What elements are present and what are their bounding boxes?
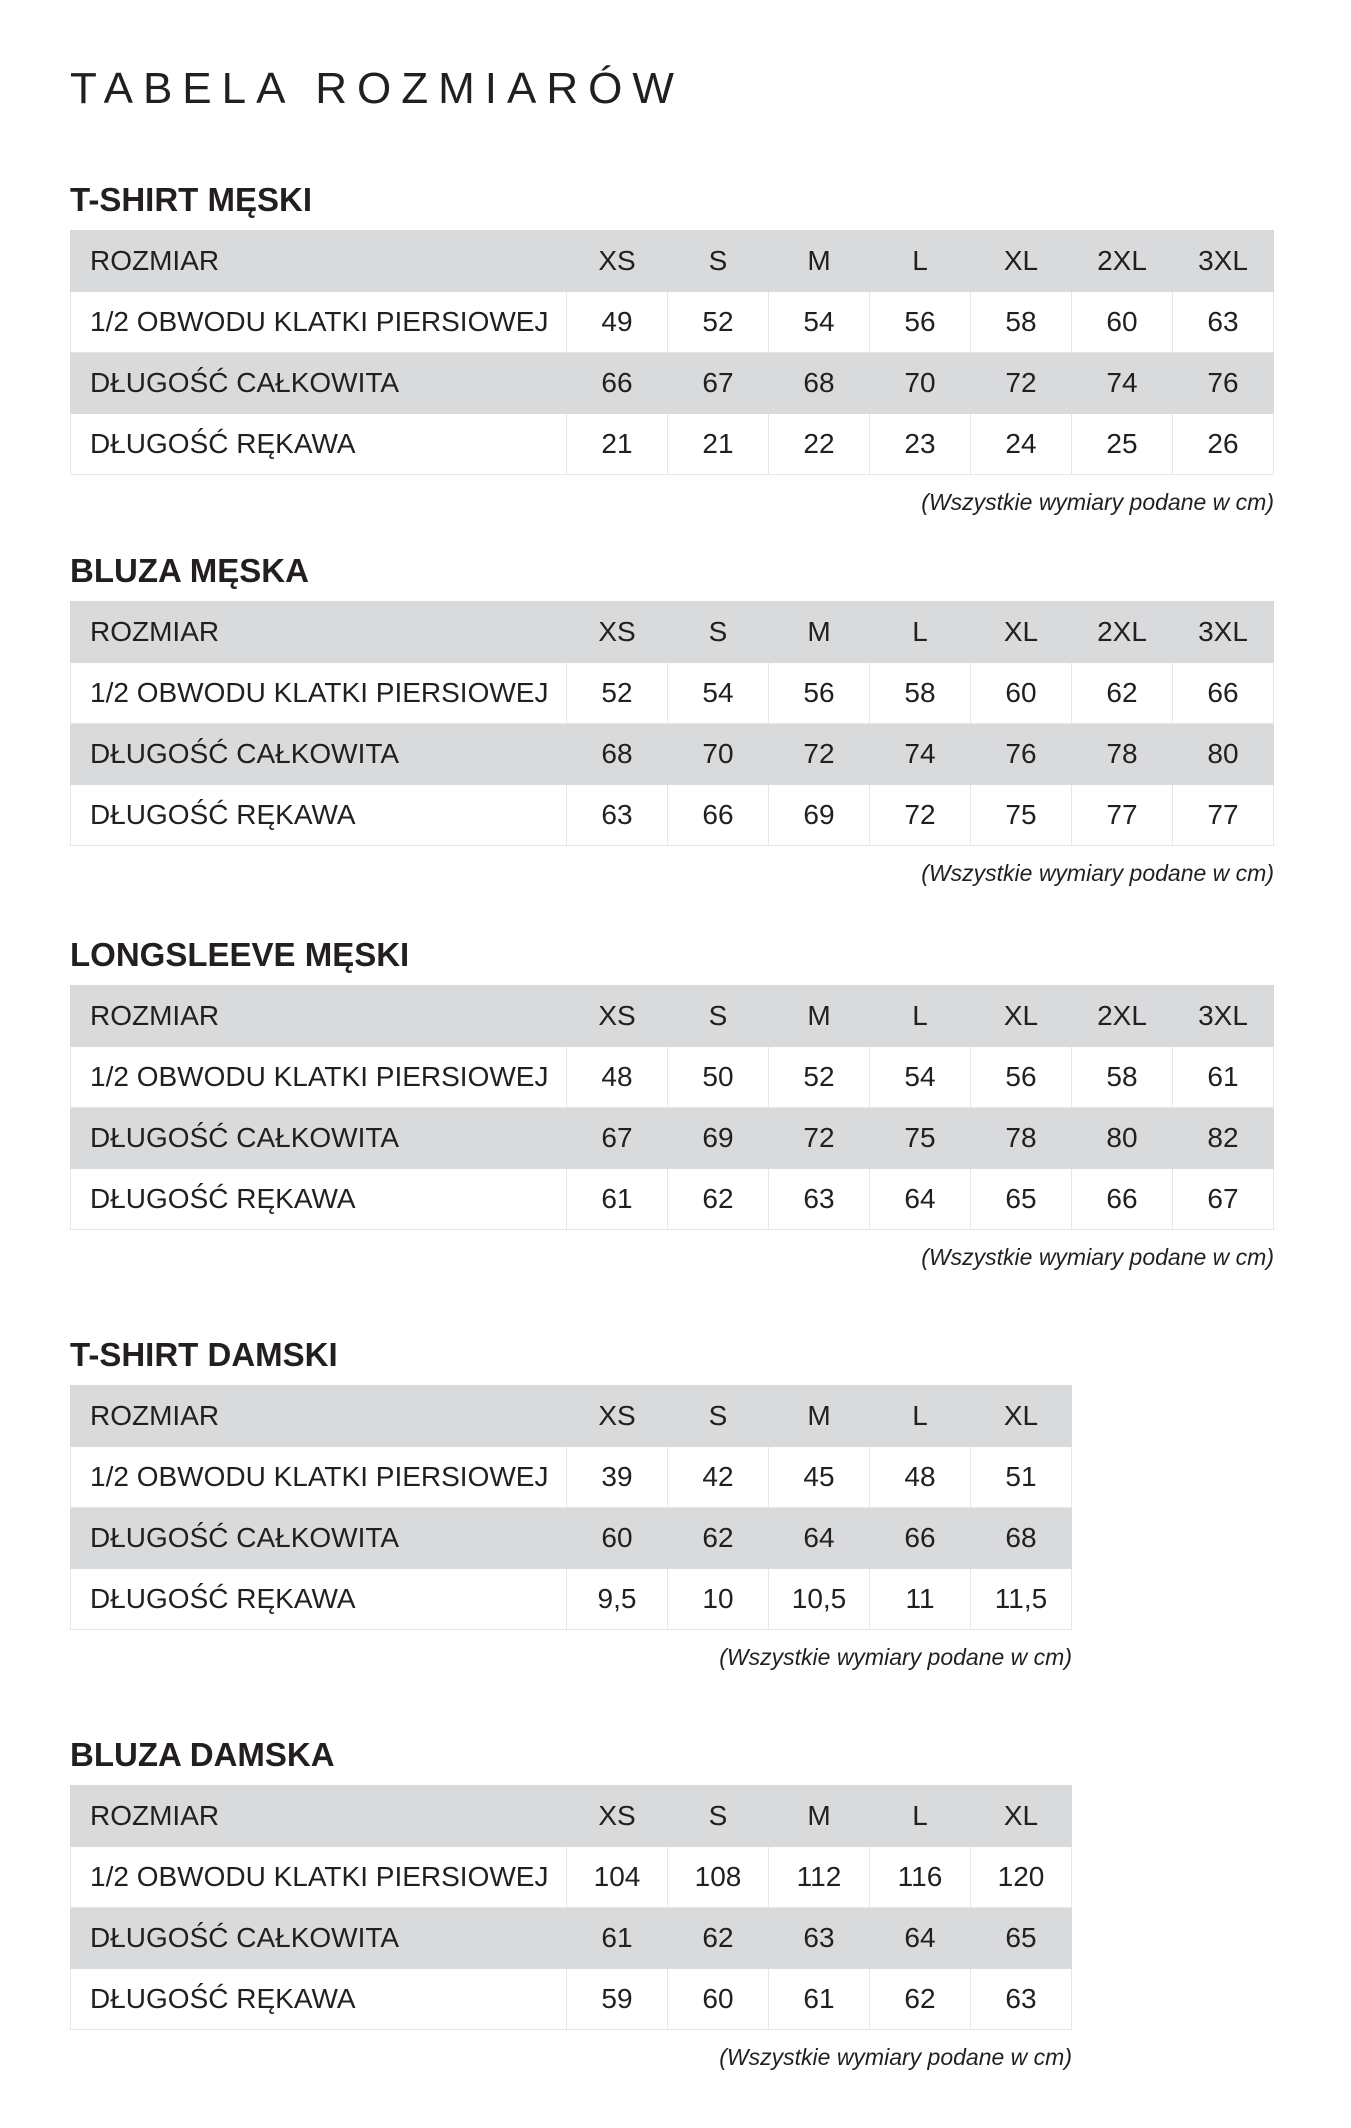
measurement-cell: 67: [668, 353, 769, 414]
size-table: [70, 985, 1274, 1230]
row-label: DŁUGOŚĆ CAŁKOWITA: [71, 353, 567, 414]
table-row-chest: [71, 1847, 1072, 1908]
measurement-cell: 23: [870, 414, 971, 475]
size-header-cell: XS: [567, 1786, 668, 1847]
measurement-cell: 66: [1173, 663, 1274, 724]
size-header-cell: L: [870, 602, 971, 663]
measurement-cell: 66: [668, 785, 769, 846]
measurement-cell: 60: [1072, 292, 1173, 353]
measurement-cell: 64: [870, 1908, 971, 1969]
size-header-cell: 3XL: [1173, 231, 1274, 292]
size-section: [70, 1335, 1072, 1671]
measurement-cell: 69: [769, 785, 870, 846]
measurement-cell: 56: [769, 663, 870, 724]
size-header-cell: S: [668, 986, 769, 1047]
measurement-cell: 75: [971, 785, 1072, 846]
measurement-cell: 61: [567, 1169, 668, 1230]
measurement-cell: 75: [870, 1108, 971, 1169]
size-section: [70, 551, 1274, 887]
measurement-cell: 54: [769, 292, 870, 353]
size-header-cell: M: [769, 1786, 870, 1847]
measurement-cell: 72: [870, 785, 971, 846]
measurement-cell: 58: [971, 292, 1072, 353]
size-header-cell: XS: [567, 1386, 668, 1447]
table-row-length: [71, 1908, 1072, 1969]
units-note: (Wszystkie wymiary podane w cm): [921, 860, 1274, 886]
size-table: [70, 601, 1274, 846]
table-row-size: [71, 1386, 1072, 1447]
measurement-cell: 21: [668, 414, 769, 475]
measurement-cell: 62: [870, 1969, 971, 2030]
row-label: DŁUGOŚĆ CAŁKOWITA: [71, 1908, 567, 1969]
size-header-cell: L: [870, 231, 971, 292]
measurement-cell: 80: [1173, 724, 1274, 785]
size-table: [70, 1785, 1072, 2030]
measurement-cell: 68: [769, 353, 870, 414]
measurement-cell: 63: [567, 785, 668, 846]
units-note: (Wszystkie wymiary podane w cm): [921, 1244, 1274, 1270]
measurement-cell: 74: [1072, 353, 1173, 414]
measurement-cell: 24: [971, 414, 1072, 475]
measurement-cell: 66: [870, 1508, 971, 1569]
size-header-cell: XL: [971, 986, 1072, 1047]
measurement-cell: 72: [971, 353, 1072, 414]
table-row-sleeve: [71, 414, 1274, 475]
measurement-cell: 66: [1072, 1169, 1173, 1230]
size-header-cell: 2XL: [1072, 602, 1173, 663]
measurement-cell: 82: [1173, 1108, 1274, 1169]
row-label: ROZMIAR: [71, 986, 567, 1047]
measurement-cell: 60: [567, 1508, 668, 1569]
measurement-cell: 64: [769, 1508, 870, 1569]
measurement-cell: 52: [567, 663, 668, 724]
section-title: T-SHIRT DAMSKI: [70, 1336, 338, 1373]
table-row-chest: [71, 292, 1274, 353]
measurement-cell: 60: [971, 663, 1072, 724]
row-label: DŁUGOŚĆ RĘKAWA: [71, 1569, 567, 1630]
page-title: TABELA ROZMIARÓW: [70, 64, 684, 113]
row-label: ROZMIAR: [71, 231, 567, 292]
measurement-cell: 61: [769, 1969, 870, 2030]
section-title: BLUZA DAMSKA: [70, 1736, 335, 1773]
measurement-cell: 63: [769, 1169, 870, 1230]
table-row-sleeve: [71, 1169, 1274, 1230]
measurement-cell: 58: [870, 663, 971, 724]
size-header-cell: M: [769, 231, 870, 292]
section-title: BLUZA MĘSKA: [70, 552, 309, 589]
row-label: 1/2 OBWODU KLATKI PIERSIOWEJ: [71, 292, 567, 353]
size-section: [70, 935, 1274, 1271]
size-header-cell: 2XL: [1072, 986, 1173, 1047]
measurement-cell: 39: [567, 1447, 668, 1508]
measurement-cell: 62: [668, 1508, 769, 1569]
table-row-length: [71, 353, 1274, 414]
measurement-cell: 77: [1173, 785, 1274, 846]
table-row-length: [71, 1508, 1072, 1569]
table-row-chest: [71, 1047, 1274, 1108]
measurement-cell: 104: [567, 1847, 668, 1908]
table-row-chest: [71, 1447, 1072, 1508]
row-label: 1/2 OBWODU KLATKI PIERSIOWEJ: [71, 1447, 567, 1508]
measurement-cell: 25: [1072, 414, 1173, 475]
size-header-cell: 3XL: [1173, 986, 1274, 1047]
measurement-cell: 63: [971, 1969, 1072, 2030]
size-header-cell: M: [769, 602, 870, 663]
measurement-cell: 63: [1173, 292, 1274, 353]
row-label: 1/2 OBWODU KLATKI PIERSIOWEJ: [71, 663, 567, 724]
measurement-cell: 56: [971, 1047, 1072, 1108]
size-header-cell: XS: [567, 986, 668, 1047]
measurement-cell: 62: [668, 1169, 769, 1230]
measurement-cell: 52: [769, 1047, 870, 1108]
measurement-cell: 54: [668, 663, 769, 724]
measurement-cell: 68: [971, 1508, 1072, 1569]
measurement-cell: 61: [1173, 1047, 1274, 1108]
measurement-cell: 116: [870, 1847, 971, 1908]
measurement-cell: 62: [1072, 663, 1173, 724]
measurement-cell: 52: [668, 292, 769, 353]
size-header-cell: S: [668, 1786, 769, 1847]
section-title: LONGSLEEVE MĘSKI: [70, 936, 410, 973]
row-label: DŁUGOŚĆ RĘKAWA: [71, 1169, 567, 1230]
measurement-cell: 54: [870, 1047, 971, 1108]
measurement-cell: 78: [971, 1108, 1072, 1169]
measurement-cell: 67: [1173, 1169, 1274, 1230]
row-label: DŁUGOŚĆ RĘKAWA: [71, 785, 567, 846]
size-table: [70, 1385, 1072, 1630]
measurement-cell: 74: [870, 724, 971, 785]
measurement-cell: 42: [668, 1447, 769, 1508]
size-header-cell: 2XL: [1072, 231, 1173, 292]
measurement-cell: 61: [567, 1908, 668, 1969]
measurement-cell: 49: [567, 292, 668, 353]
measurement-cell: 11: [870, 1569, 971, 1630]
measurement-cell: 10: [668, 1569, 769, 1630]
size-header-cell: M: [769, 1386, 870, 1447]
size-header-cell: XL: [971, 231, 1072, 292]
measurement-cell: 9,5: [567, 1569, 668, 1630]
size-header-cell: XS: [567, 231, 668, 292]
measurement-cell: 63: [769, 1908, 870, 1969]
measurement-cell: 72: [769, 724, 870, 785]
table-row-size: [71, 1786, 1072, 1847]
measurement-cell: 11,5: [971, 1569, 1072, 1630]
table-row-length: [71, 724, 1274, 785]
size-table: [70, 230, 1274, 475]
measurement-cell: 76: [971, 724, 1072, 785]
measurement-cell: 26: [1173, 414, 1274, 475]
size-header-cell: S: [668, 602, 769, 663]
size-header-cell: S: [668, 231, 769, 292]
size-header-cell: L: [870, 986, 971, 1047]
measurement-cell: 68: [567, 724, 668, 785]
measurement-cell: 108: [668, 1847, 769, 1908]
measurement-cell: 51: [971, 1447, 1072, 1508]
measurement-cell: 78: [1072, 724, 1173, 785]
measurement-cell: 70: [668, 724, 769, 785]
size-header-cell: XL: [971, 1386, 1072, 1447]
row-label: 1/2 OBWODU KLATKI PIERSIOWEJ: [71, 1847, 567, 1908]
row-label: 1/2 OBWODU KLATKI PIERSIOWEJ: [71, 1047, 567, 1108]
size-header-cell: XL: [971, 602, 1072, 663]
measurement-cell: 45: [769, 1447, 870, 1508]
measurement-cell: 77: [1072, 785, 1173, 846]
measurement-cell: 64: [870, 1169, 971, 1230]
table-row-sleeve: [71, 1569, 1072, 1630]
measurement-cell: 120: [971, 1847, 1072, 1908]
table-row-size: [71, 986, 1274, 1047]
measurement-cell: 80: [1072, 1108, 1173, 1169]
row-label: DŁUGOŚĆ RĘKAWA: [71, 414, 567, 475]
measurement-cell: 65: [971, 1908, 1072, 1969]
measurement-cell: 50: [668, 1047, 769, 1108]
size-header-cell: 3XL: [1173, 602, 1274, 663]
measurement-cell: 62: [668, 1908, 769, 1969]
size-header-cell: L: [870, 1786, 971, 1847]
units-note: (Wszystkie wymiary podane w cm): [719, 2044, 1072, 2070]
measurement-cell: 59: [567, 1969, 668, 2030]
measurement-cell: 21: [567, 414, 668, 475]
row-label: ROZMIAR: [71, 602, 567, 663]
size-header-cell: M: [769, 986, 870, 1047]
table-row-sleeve: [71, 1969, 1072, 2030]
row-label: DŁUGOŚĆ CAŁKOWITA: [71, 1108, 567, 1169]
table-row-length: [71, 1108, 1274, 1169]
table-row-size: [71, 602, 1274, 663]
measurement-cell: 48: [567, 1047, 668, 1108]
measurement-cell: 72: [769, 1108, 870, 1169]
row-label: ROZMIAR: [71, 1786, 567, 1847]
size-section: [70, 180, 1274, 516]
measurement-cell: 112: [769, 1847, 870, 1908]
row-label: ROZMIAR: [71, 1386, 567, 1447]
measurement-cell: 76: [1173, 353, 1274, 414]
table-row-sleeve: [71, 785, 1274, 846]
table-row-size: [71, 231, 1274, 292]
size-header-cell: XS: [567, 602, 668, 663]
measurement-cell: 69: [668, 1108, 769, 1169]
size-header-cell: XL: [971, 1786, 1072, 1847]
row-label: DŁUGOŚĆ CAŁKOWITA: [71, 724, 567, 785]
units-note: (Wszystkie wymiary podane w cm): [921, 489, 1274, 515]
measurement-cell: 66: [567, 353, 668, 414]
row-label: DŁUGOŚĆ CAŁKOWITA: [71, 1508, 567, 1569]
units-note: (Wszystkie wymiary podane w cm): [719, 1644, 1072, 1670]
table-row-chest: [71, 663, 1274, 724]
measurement-cell: 65: [971, 1169, 1072, 1230]
measurement-cell: 48: [870, 1447, 971, 1508]
measurement-cell: 67: [567, 1108, 668, 1169]
row-label: DŁUGOŚĆ RĘKAWA: [71, 1969, 567, 2030]
measurement-cell: 58: [1072, 1047, 1173, 1108]
measurement-cell: 22: [769, 414, 870, 475]
size-header-cell: S: [668, 1386, 769, 1447]
measurement-cell: 10,5: [769, 1569, 870, 1630]
measurement-cell: 60: [668, 1969, 769, 2030]
section-title: T-SHIRT MĘSKI: [70, 181, 313, 218]
measurement-cell: 70: [870, 353, 971, 414]
measurement-cell: 56: [870, 292, 971, 353]
size-section: [70, 1735, 1072, 2071]
size-header-cell: L: [870, 1386, 971, 1447]
